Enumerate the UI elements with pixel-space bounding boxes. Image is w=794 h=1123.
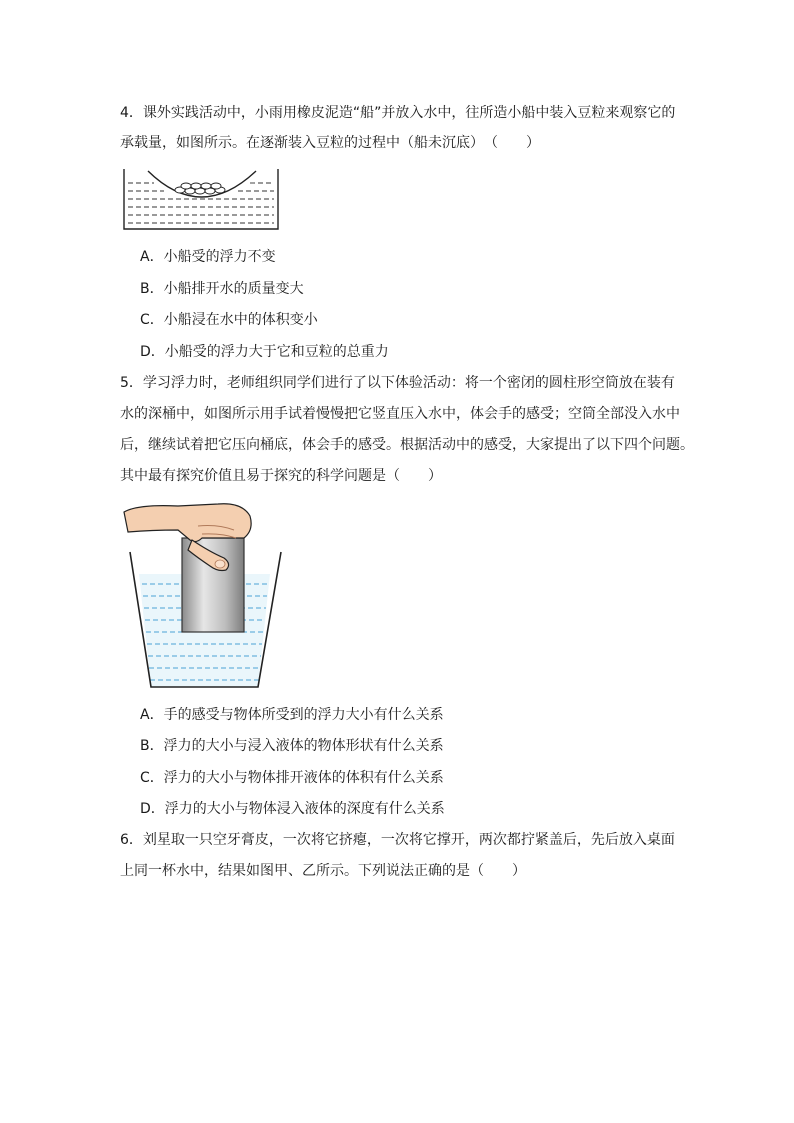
q4-option-b: B．小船排开水的质量变大 [140,281,304,297]
q4-stem-line-1: 4．课外实践活动中，小雨用橡皮泥造“船”并放入水中，往所造小船中装入豆粒来观察它的 [120,105,676,121]
q4-option-a: A．小船受的浮力不变 [140,249,276,265]
q6-stem-line-1: 6．刘星取一只空牙膏皮，一次将它挤瘪，一次将它撑开，两次都拧紧盖后，先后放入桌面 [120,832,675,848]
q5-option-d: D．浮力的大小与物体浸入液体的深度有什么关系 [140,801,445,817]
q5-option-a: A．手的感受与物体所受到的浮力大小有什么关系 [140,707,444,723]
q5-stem-line-4: 其中最有探究价值且易于探究的科学问题是（ ） [120,468,442,484]
q4-stem-line-2: 承载量，如图所示。在逐渐装入豆粒的过程中（船未沉底） （ ） [120,135,540,151]
q5-stem-line-2: 水的深桶中，如图所示用手试着慢慢把它竖直压入水中，体会手的感受；空筒全部没入水中 [120,406,680,422]
boat-figure [120,165,282,233]
q4-option-d: D．小船受的浮力大于它和豆粒的总重力 [140,344,389,360]
q5-stem-line-3: 后，继续试着把它压向桶底，体会手的感受。根据活动中的感受，大家提出了以下四个问题。 [120,437,694,453]
q5-option-b: B．浮力的大小与浸入液体的物体形状有什么关系 [140,738,444,754]
bucket-figure [118,500,290,692]
q5-option-c: C．浮力的大小与物体排开液体的体积有什么关系 [140,770,444,786]
q6-stem-line-2: 上同一杯水中，结果如图甲、乙所示。下列说法正确的是（ ） [120,863,526,879]
q4-option-c: C．小船浸在水中的体积变小 [140,312,318,328]
q5-stem-line-1: 5．学习浮力时，老师组织同学们进行了以下体验活动：将一个密闭的圆柱形空筒放在装有 [120,375,675,391]
